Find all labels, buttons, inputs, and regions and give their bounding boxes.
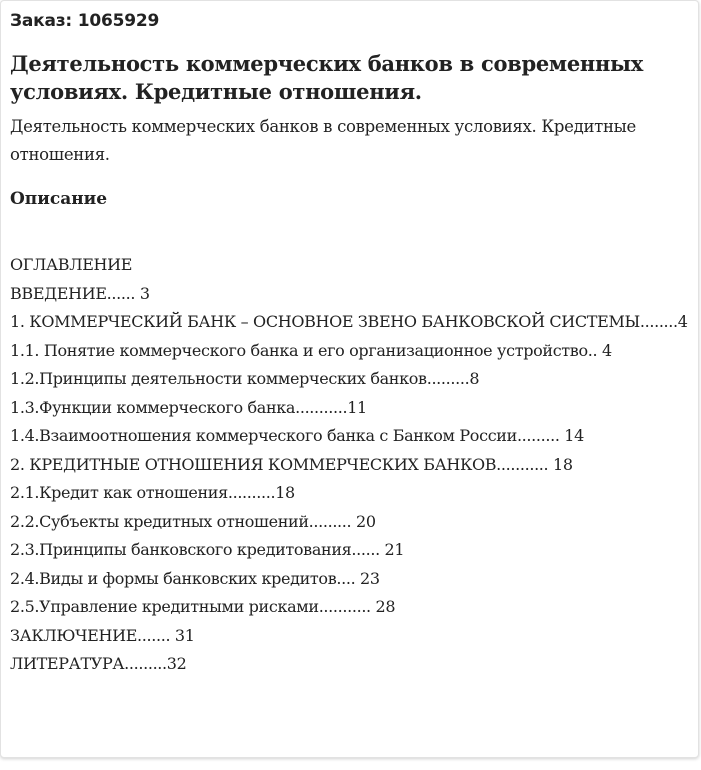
toc-item: ОГЛАВЛЕНИЕ — [10, 255, 133, 274]
toc-item: 1.2.Принципы деятельности коммерческих банков.........8 — [10, 369, 480, 388]
description-heading: Описание — [10, 189, 108, 209]
toc-item: 1.4.Взаимоотношения коммерческого банка с Банком России......... 14 — [10, 426, 584, 445]
toc-item: 1.1. Понятие коммерческого банка и его организационное устройство.. 4 — [10, 340, 612, 360]
toc-item: 2.1.Кредит как отношения..........18 — [10, 483, 295, 502]
toc-item: 2. КРЕДИТНЫЕ ОТНОШЕНИЯ КОММЕРЧЕСКИХ БАНКОВ........... 18 — [10, 454, 573, 474]
toc-item: 2.2.Субъекты кредитных отношений......... 20 — [10, 511, 376, 531]
toc-item: ЗАКЛЮЧЕНИЕ....... 31 — [10, 625, 195, 645]
table-of-contents — [10, 251, 689, 679]
toc-item: ВВЕДЕНИЕ...... 3 — [10, 283, 150, 303]
toc-item: 1. КОММЕРЧЕСКИЙ БАНК – ОСНОВНОЕ ЗВЕНО БАНКОВСКОЙ СИСТЕМЫ........4 — [10, 312, 688, 331]
toc-item: 2.4.Виды и формы банковских кредитов.... 23 — [10, 568, 380, 588]
toc-item: 2.3.Принципы банковского кредитования...... 21 — [10, 540, 405, 559]
toc-item: 1.3.Функции коммерческого банка...........11 — [10, 397, 367, 417]
page-title: Деятельность коммерческих банков в современных условиях. Кредитные отношения. — [10, 51, 644, 104]
order-number: Заказ: 1065929 — [10, 11, 160, 31]
page-subtitle: Деятельность коммерческих банков в современных условиях. Кредитные отношения. — [10, 117, 636, 164]
toc-item: 2.5.Управление кредитными рисками........... 28 — [10, 597, 396, 616]
toc-item: ЛИТЕРАТУРА.........32 — [10, 654, 187, 673]
